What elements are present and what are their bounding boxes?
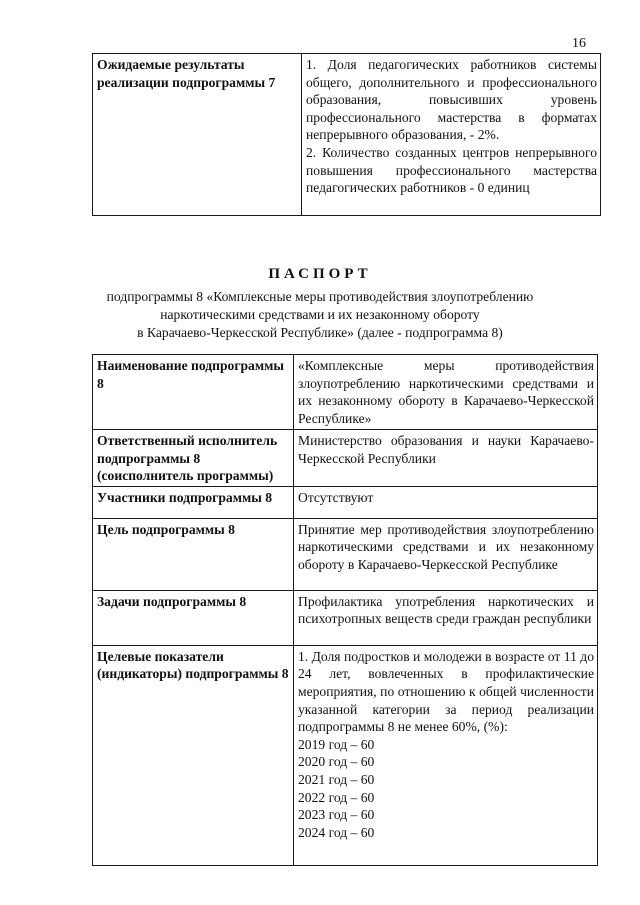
row-value-indicators [294,645,598,865]
subtitle-line-3: в Карачаево-Черкесской Республике» (далее - подпрограмма 8) [137,325,503,340]
row-label-participants: Участники подпрограммы 8 [93,486,294,518]
row-label-executor: Ответственный исполнитель подпрограммы 8 (соисполнитель программы) [93,430,294,487]
table-row [93,645,598,865]
row-label-goal: Цель подпрограммы 8 [93,518,294,590]
indicator-year-2020: 2020 год – 60 [298,754,375,770]
page-number: 16 [572,36,586,51]
table-row [93,518,598,590]
passport-heading [0,264,640,342]
table-row [93,355,598,430]
table-row [93,486,598,518]
indicator-year-2023: 2023 год – 60 [298,807,375,823]
row-value-name: «Комплексные меры противодействия злоупотреблению наркотическими средствами и их незаконному обороту в Карачаево-Черкесской Республике» [294,355,598,430]
row-value-participants: Отсутствуют [294,486,598,518]
passport-table [92,354,598,866]
row-label-name: Наименование подпрограммы 8 [93,355,294,430]
row-value-executor: Министерство образования и науки Карачаево-Черкесской Республики [294,430,598,487]
row-label-indicators: Целевые показатели (индикаторы) подпрограммы 8 [93,645,294,865]
passport-title: ПАСПОРТ [268,266,372,282]
passport-subtitle [0,288,640,342]
expected-result-item-1: 1. Доля педагогических работников системы общего, дополнительного и профессионального образования, повысивших уровень профессионального мастерства в форматах непрерывного образования, - 2%. [306,57,597,143]
table-row [93,590,598,645]
indicator-year-2019: 2019 год – 60 [298,736,375,752]
row-value-goal: Принятие мер противодействия злоупотреблению наркотическими средствами и их незаконному обороту в Карачаево-Черкесской Республике [294,518,598,590]
table-row [93,430,598,487]
indicator-year-2021: 2021 год – 60 [298,771,375,787]
expected-result-item-2: 2. Количество созданных центров непрерывного повышения профессионального мастерства педагогических работников - 0 единиц [306,144,597,196]
indicator-year-2024: 2024 год – 60 [298,824,375,840]
expected-results-table [92,53,601,216]
row-label-tasks: Задачи подпрограммы 8 [93,590,294,645]
row-value-tasks: Профилактика употребления наркотических и психотропных веществ среди граждан республики [294,590,598,645]
indicator-year-2022: 2022 год – 60 [298,789,375,805]
indicator-text: 1. Доля подростков и молодежи в возрасте от 11 до 24 лет, вовлеченных в профилактические мероприятия, по отношению к общей численности указанной категории за период реализации подпрограммы 8 не менее 60%, (%): [298,648,594,735]
table-row [93,54,601,216]
expected-results-value [302,54,601,216]
expected-results-label: Ожидаемые результаты реализации подпрограммы 7 [93,54,302,216]
subtitle-line-2: наркотическими средствами и их незаконному обороту [160,307,480,322]
subtitle-line-1: подпрограммы 8 «Комплексные меры противодействия злоупотреблению [106,289,534,304]
